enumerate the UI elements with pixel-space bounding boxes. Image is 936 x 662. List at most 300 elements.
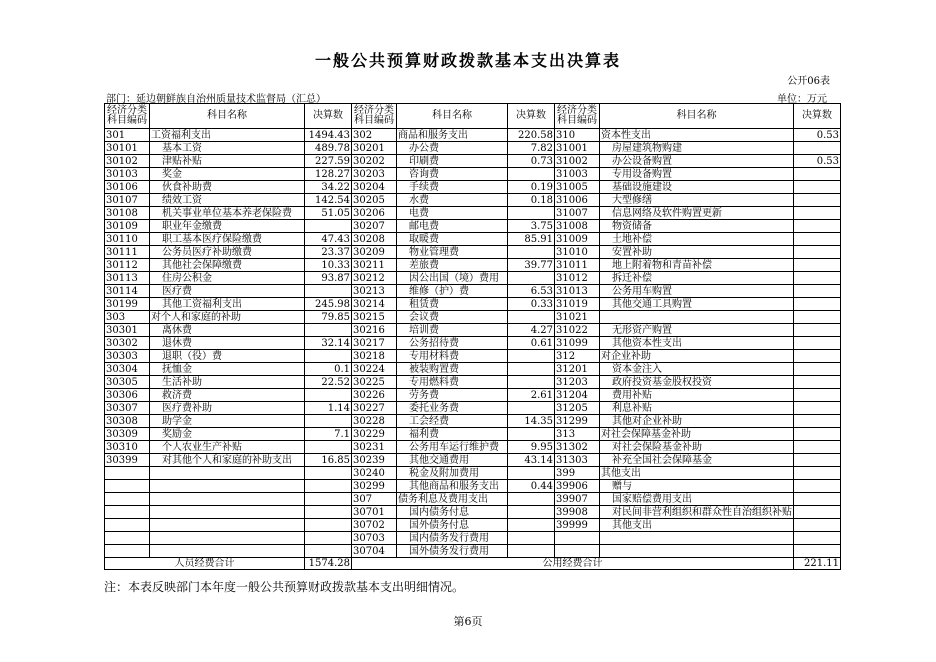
cell-code: 39908 [555,506,600,519]
cell-amount [794,337,841,350]
table-row [105,246,841,259]
cell-amount [508,207,555,220]
cell-amount [305,324,352,337]
table-row [105,142,841,155]
cell-amount: 0.33 [508,298,555,311]
cell-code: 30218 [352,350,397,363]
cell-name: 差旅费 [397,259,508,272]
cell-name: 医疗费 [150,285,305,298]
table-row [105,467,841,480]
cell-name: 对社会保险基金补助 [600,441,794,454]
cell-name: 税金及附加费用 [397,467,508,480]
cell-amount [794,194,841,207]
cell-name: 地上附着物和青苗补偿 [600,259,794,272]
cell-code: 31204 [555,389,600,402]
header-code-3: 经济分类科目编码 [555,104,600,129]
cell-code: 31005 [555,181,600,194]
cell-name: 债务利息及费用支出 [397,493,508,506]
table-row [105,129,841,142]
cell-code: 301 [105,129,150,142]
cell-name: 伙食补助费 [150,181,305,194]
cell-amount: 32.14 [305,337,352,350]
cell-code: 30208 [352,233,397,246]
cell-amount: 14.35 [508,415,555,428]
cell-amount: 22.52 [305,376,352,389]
cell-amount: 1494.43 [305,129,352,142]
cell-name [150,532,305,545]
cell-code: 31008 [555,220,600,233]
cell-code: 30109 [105,220,150,233]
table-row [105,506,841,519]
table-row [105,519,841,532]
cell-amount: 0.73 [508,155,555,168]
cell-amount [305,545,352,558]
cell-code: 31001 [555,142,600,155]
cell-code: 30307 [105,402,150,415]
cell-amount: 227.59 [305,155,352,168]
cell-amount: 1.14 [305,402,352,415]
cell-name: 国内债务付息 [397,506,508,519]
cell-code: 30399 [105,454,150,467]
cell-amount: 7.82 [508,142,555,155]
cell-amount [508,363,555,376]
table-note: 注：本表反映部门本年度一般公共预算财政拨款基本支出明细情况。 [104,580,465,594]
cell-amount: 0.61 [508,337,555,350]
cell-code: 31299 [555,415,600,428]
cell-code: 30101 [105,142,150,155]
table-row [105,389,841,402]
cell-name: 取暖费 [397,233,508,246]
cell-code: 30227 [352,402,397,415]
cell-code: 30206 [352,207,397,220]
table-row [105,311,841,324]
cell-code: 31203 [555,376,600,389]
cell-code: 30226 [352,389,397,402]
cell-amount [794,220,841,233]
cell-amount: 85.91 [508,233,555,246]
cell-name: 其他社会保障缴费 [150,259,305,272]
cell-amount: 9.95 [508,441,555,454]
cell-amount: 23.37 [305,246,352,259]
cell-amount [508,493,555,506]
cell-name: 公务用车运行维护费 [397,441,508,454]
cell-code: 30229 [352,428,397,441]
cell-code: 31201 [555,363,600,376]
table-row [105,181,841,194]
cell-name: 费用补贴 [600,389,794,402]
cell-name: 绩效工资 [150,194,305,207]
cell-code: 31012 [555,272,600,285]
cell-name: 利息补贴 [600,402,794,415]
cell-amount [794,454,841,467]
cell-name [150,480,305,493]
cell-code [105,545,150,558]
cell-code: 30202 [352,155,397,168]
cell-code: 30310 [105,441,150,454]
cell-amount [508,402,555,415]
cell-code: 30110 [105,233,150,246]
cell-amount: 220.58 [508,129,555,142]
cell-amount [794,246,841,259]
table-row [105,337,841,350]
cell-name [600,545,794,558]
cell-code: 30215 [352,311,397,324]
cell-amount [794,480,841,493]
cell-amount: 51.05 [305,207,352,220]
cell-amount: 7.1 [305,428,352,441]
cell-name: 房屋建筑物购建 [600,142,794,155]
cell-name: 无形资产购置 [600,324,794,337]
cell-name: 物业管理费 [397,246,508,259]
cell-code: 31205 [555,402,600,415]
cell-code: 30303 [105,350,150,363]
cell-name: 基本工资 [150,142,305,155]
cell-name: 大型修缮 [600,194,794,207]
cell-amount: 0.18 [508,194,555,207]
cell-amount [508,545,555,558]
cell-name: 其他工资福利支出 [150,298,305,311]
cell-code: 30213 [352,285,397,298]
cell-name: 其他交通费用 [397,454,508,467]
table-row [105,441,841,454]
cell-name: 其他支出 [600,467,794,480]
cell-name: 印刷费 [397,155,508,168]
cell-name: 国外债务付息 [397,519,508,532]
table-row [105,272,841,285]
public-total-label: 公用经费合计 [352,558,794,570]
cell-name: 公务招待费 [397,337,508,350]
cell-name: 被装购置费 [397,363,508,376]
cell-name: 水费 [397,194,508,207]
cell-code: 30212 [352,272,397,285]
cell-code: 30704 [352,545,397,558]
table-row [105,402,841,415]
table-row [105,428,841,441]
cell-code: 30106 [105,181,150,194]
cell-amount: 0.19 [508,181,555,194]
cell-amount [794,181,841,194]
cell-code: 30306 [105,389,150,402]
cell-name [150,506,305,519]
table-row [105,298,841,311]
cell-amount [794,324,841,337]
cell-code: 31019 [555,298,600,311]
cell-code: 30108 [105,207,150,220]
cell-code: 30701 [352,506,397,519]
cell-name: 其他商品和服务支出 [397,480,508,493]
cell-code: 30308 [105,415,150,428]
cell-code: 30199 [105,298,150,311]
cell-code: 30211 [352,259,397,272]
cell-code [105,532,150,545]
cell-amount [794,376,841,389]
cell-name: 福利费 [397,428,508,441]
cell-code: 30305 [105,376,150,389]
cell-amount: 4.27 [508,324,555,337]
cell-name: 奖励金 [150,428,305,441]
cell-name: 培训费 [397,324,508,337]
table-row [105,194,841,207]
table-row [105,155,841,168]
cell-name: 其他对企业补助 [600,415,794,428]
cell-name: 其他资本性支出 [600,337,794,350]
cell-amount [508,311,555,324]
cell-code: 312 [555,350,600,363]
cell-code: 30203 [352,168,397,181]
cell-amount: 0.44 [508,480,555,493]
cell-name: 委托业务费 [397,402,508,415]
cell-amount [508,428,555,441]
cell-amount [508,519,555,532]
cell-amount: 2.61 [508,389,555,402]
cell-code: 30299 [352,480,397,493]
cell-name: 资本性支出 [600,129,794,142]
cell-name [150,493,305,506]
table-row [105,285,841,298]
department-label: 部门：延边朝鲜族自治州质量技术监督局（汇总） [106,94,326,105]
cell-code: 30304 [105,363,150,376]
cell-amount [305,441,352,454]
cell-name: 拆迁补偿 [600,272,794,285]
cell-code: 31302 [555,441,600,454]
table-row [105,454,841,467]
table-row [105,324,841,337]
cell-name [600,532,794,545]
cell-amount [794,272,841,285]
cell-code: 30225 [352,376,397,389]
cell-name: 土地补偿 [600,233,794,246]
cell-code: 310 [555,129,600,142]
cell-name: 专用设备购置 [600,168,794,181]
cell-code: 30113 [105,272,150,285]
cell-code: 39999 [555,519,600,532]
cell-amount [305,467,352,480]
cell-name: 咨询费 [397,168,508,181]
table-row [105,259,841,272]
cell-name: 对个人和家庭的补助 [150,311,305,324]
cell-name: 职业年金缴费 [150,220,305,233]
cell-code: 30102 [105,155,150,168]
cell-code [105,467,150,480]
cell-code: 31003 [555,168,600,181]
cell-amount [305,480,352,493]
cell-code: 30216 [352,324,397,337]
cell-code: 30240 [352,467,397,480]
cell-amount [794,402,841,415]
cell-amount [794,285,841,298]
cell-name: 抚恤金 [150,363,305,376]
cell-code [105,506,150,519]
table-row [105,493,841,506]
cell-code: 30201 [352,142,397,155]
cell-amount: 245.98 [305,298,352,311]
cell-name [150,467,305,480]
cell-name: 办公设备购置 [600,155,794,168]
cell-amount [794,428,841,441]
personnel-total-label: 人员经费合计 [105,558,305,570]
header-name-3: 科目名称 [600,104,794,129]
cell-code: 30114 [105,285,150,298]
cell-name: 基础设施建设 [600,181,794,194]
cell-name: 国内债务发行费用 [397,532,508,545]
cell-name: 手续费 [397,181,508,194]
cell-amount: 10.33 [305,259,352,272]
cell-amount: 34.22 [305,181,352,194]
cell-code: 39907 [555,493,600,506]
cell-amount: 0.53 [794,155,841,168]
cell-amount [794,168,841,181]
cell-name: 安置补助 [600,246,794,259]
cell-name: 助学金 [150,415,305,428]
cell-amount [508,532,555,545]
cell-name: 对民间非营利组织和群众性自治组织补贴 [600,506,794,519]
cell-name: 津贴补贴 [150,155,305,168]
header-name-2: 科目名称 [397,104,508,129]
header-amount-2: 决算数 [508,104,555,129]
cell-name: 公务用车购置 [600,285,794,298]
cell-name: 专用燃料费 [397,376,508,389]
cell-name: 对其他个人和家庭的补助支出 [150,454,305,467]
cell-name: 对社会保障基金补助 [600,428,794,441]
cell-name: 办公费 [397,142,508,155]
cell-name [150,545,305,558]
cell-amount: 3.75 [508,220,555,233]
public-total-value: 221.11 [794,558,841,570]
cell-amount [508,168,555,181]
cell-name: 奖金 [150,168,305,181]
cell-code [555,545,600,558]
totals-row [105,558,841,570]
cell-amount [508,272,555,285]
cell-name: 离休费 [150,324,305,337]
cell-code: 30231 [352,441,397,454]
expenditure-table [104,103,841,570]
cell-amount: 6.53 [508,285,555,298]
cell-name: 信息网络及软件购置更新 [600,207,794,220]
cell-code: 31007 [555,207,600,220]
cell-amount [305,506,352,519]
cell-code: 30209 [352,246,397,259]
cell-code: 31011 [555,259,600,272]
cell-amount: 39.77 [508,259,555,272]
cell-amount: 0.53 [794,129,841,142]
cell-name: 政府投资基金股权投资 [600,376,794,389]
cell-code: 30103 [105,168,150,181]
cell-amount: 79.85 [305,311,352,324]
cell-amount [794,207,841,220]
table-row [105,168,841,181]
table-row [105,532,841,545]
table-row [105,350,841,363]
cell-name: 物资储备 [600,220,794,233]
cell-amount [305,285,352,298]
cell-amount [794,311,841,324]
cell-code: 31022 [555,324,600,337]
cell-name: 职工基本医疗保险缴费 [150,233,305,246]
table-row [105,363,841,376]
cell-name: 其他交通工具购置 [600,298,794,311]
table-row [105,233,841,246]
cell-name: 住房公积金 [150,272,305,285]
cell-name [600,311,794,324]
cell-name: 赠与 [600,480,794,493]
cell-amount [794,506,841,519]
cell-name: 国家赔偿费用支出 [600,493,794,506]
cell-amount: 93.87 [305,272,352,285]
cell-code: 30205 [352,194,397,207]
cell-amount: 43.14 [508,454,555,467]
page-title: 一般公共预算财政拨款基本支出决算表 [314,51,621,70]
cell-amount [794,532,841,545]
header-amount-1: 决算数 [305,104,352,129]
header-code-2: 经济分类科目编码 [352,104,397,129]
cell-amount [508,246,555,259]
cell-code [105,480,150,493]
cell-code: 30204 [352,181,397,194]
cell-amount [794,415,841,428]
cell-amount [794,142,841,155]
cell-name: 机关事业单位基本养老保险费 [150,207,305,220]
cell-amount [794,467,841,480]
cell-code: 30111 [105,246,150,259]
cell-amount [508,350,555,363]
cell-code: 39906 [555,480,600,493]
table-row [105,376,841,389]
cell-name: 资本金注入 [600,363,794,376]
cell-code: 30107 [105,194,150,207]
cell-code: 302 [352,129,397,142]
cell-code: 31013 [555,285,600,298]
cell-name: 其他支出 [600,519,794,532]
cell-code: 30703 [352,532,397,545]
cell-code: 307 [352,493,397,506]
cell-code: 31099 [555,337,600,350]
personnel-total-value: 1574.28 [305,558,352,570]
cell-code [105,493,150,506]
table-row [105,220,841,233]
cell-amount [305,389,352,402]
cell-amount [794,298,841,311]
cell-name: 劳务费 [397,389,508,402]
cell-amount: 489.78 [305,142,352,155]
cell-amount: 47.43 [305,233,352,246]
cell-amount [794,519,841,532]
cell-amount: 128.27 [305,168,352,181]
table-row [105,415,841,428]
cell-name: 租赁费 [397,298,508,311]
cell-code: 399 [555,467,600,480]
cell-code: 30309 [105,428,150,441]
cell-amount [794,233,841,246]
cell-amount: 142.54 [305,194,352,207]
cell-amount [794,441,841,454]
header-amount-3: 决算数 [794,104,841,129]
cell-amount [305,519,352,532]
cell-name: 国外债务发行费用 [397,545,508,558]
cell-amount [794,363,841,376]
cell-code: 30207 [352,220,397,233]
cell-name: 公务员医疗补助缴费 [150,246,305,259]
cell-name: 救济费 [150,389,305,402]
cell-name: 电费 [397,207,508,220]
cell-name: 退休费 [150,337,305,350]
cell-amount [794,350,841,363]
cell-code: 30301 [105,324,150,337]
cell-code: 313 [555,428,600,441]
cell-name: 医疗费补助 [150,402,305,415]
table-row [105,480,841,493]
cell-amount [305,493,352,506]
